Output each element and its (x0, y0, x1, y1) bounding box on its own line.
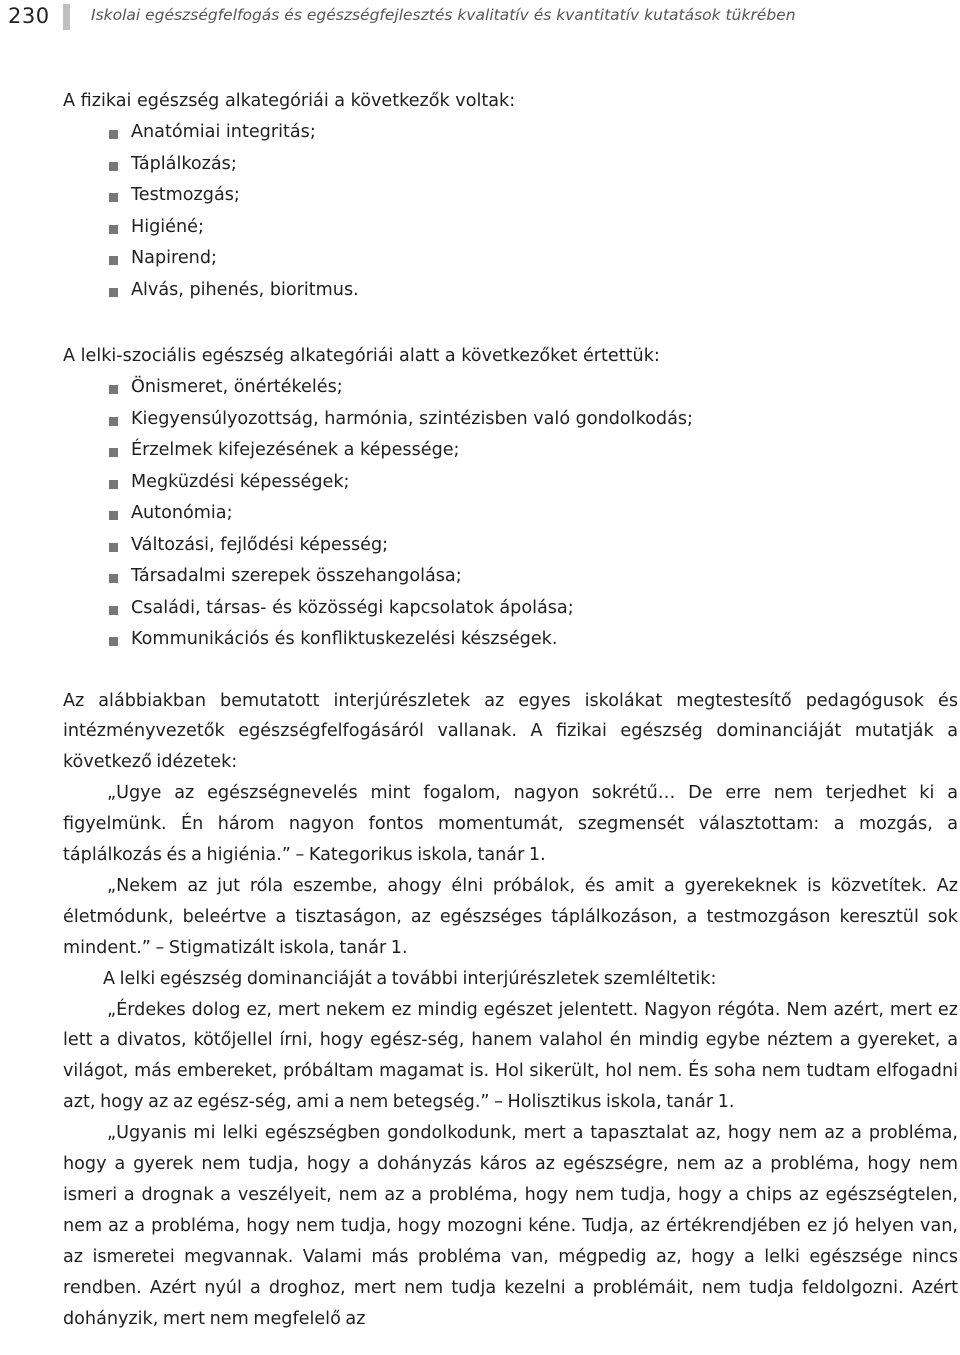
list-item-text: Anatómiai integritás; (131, 122, 316, 142)
paragraph-mental-health: A lelki egészség dominanciáját a további interjúrészletek szemléltetik: (103, 968, 717, 989)
running-title: Iskolai egészségfelfogás és egészségfejlesztés kvalitatív és kvantitatív kutatások tükrében (91, 6, 796, 24)
bullet-square-icon (109, 574, 118, 583)
bullet-square-icon (109, 480, 118, 489)
list-item (63, 593, 958, 625)
bullet-square-icon (109, 288, 118, 297)
list-item-text: Táplálkozás; (131, 153, 237, 174)
list-item (63, 117, 958, 149)
bullet-square-icon (109, 162, 118, 171)
list-item (63, 275, 958, 307)
bullet-square-icon (109, 543, 118, 552)
physical-intro: A fizikai egészség alkategóriái a következők voltak: (63, 91, 516, 111)
list-item-text: Családi, társas- és közösségi kapcsolatok ápolása; (131, 597, 574, 618)
list-item-text: Napirend; (131, 248, 217, 268)
list-item (63, 561, 958, 593)
paragraph-intro-interviews: Az alábbiakban bemutatott interjúrészletek az egyes iskolákat megtestesítő pedagógusok és intézményvezetők egészségfelfogásáról vallanak. A fizikai egészség dominanciáját mutatják a következő idézetek: (63, 690, 958, 773)
list-item-text: Higiéné; (131, 216, 204, 237)
bullet-square-icon (109, 130, 118, 139)
psychosocial-list (63, 372, 958, 656)
list-item-text: Autonómia; (131, 503, 233, 523)
quote-holisztikus: „Érdekes dolog ez, mert nekem ez mindig egészet jelentett. Nagyon régóta. Nem azért, mert ez lett a divatos, kötőjellel írni, hogy egész-ség, hanem valahol én mindig egybe néztem a gyereket, a világot, más embereket, próbáltam magamat is. Hol sikerült, hol nem. És soha nem tudtam elfogadni azt, hogy az az egész-ség, ami a nem betegség.” – Holisztikus iskola, tanár 1. (63, 999, 958, 1113)
page-body (63, 86, 958, 1335)
bullet-square-icon (109, 256, 118, 265)
bullet-square-icon (109, 385, 118, 394)
list-item-text: Alvás, pihenés, bioritmus. (131, 279, 359, 300)
bullet-square-icon (109, 606, 118, 615)
quote-lelki-egeszseg: „Ugyanis mi lelki egészségben gondolkodunk, mert a tapasztalat az, hogy nem az a probléma, hogy a gyerek nem tudja, hogy a dohányzás káros az egészségre, nem az a probléma, hogy nem ismeri a drognak a veszélyeit, nem az a probléma, hogy nem tudja, hogy a chips az egészségtelen, nem az a probléma, hogy nem tudja, hogy mozogni kéne. Tudja, az értékrendjében ez jó helyen van, az ismeretei megvannak. Valami más probléma van, mégpedig az, hogy a lelki egészsége nincs rendben. Azért nyúl a droghoz, mert nem tudja kezelni a problémáit, nem tudja feldolgozni. Azért dohányzik, mert nem megfelelő az (63, 1123, 958, 1329)
list-item (63, 467, 958, 499)
bullet-square-icon (109, 225, 118, 234)
list-item-text: Kommunikációs és konfliktuskezelési készségek. (131, 629, 558, 649)
bullet-square-icon (109, 417, 118, 426)
list-item (63, 149, 958, 181)
list-item (63, 212, 958, 244)
bullet-square-icon (109, 511, 118, 520)
list-item (63, 435, 958, 467)
list-item (63, 180, 958, 212)
list-item-text: Testmozgás; (131, 185, 240, 205)
physical-list (63, 117, 958, 306)
header-divider-bar (63, 4, 70, 30)
list-item-text: Önismeret, önértékelés; (131, 377, 343, 397)
bullet-square-icon (109, 637, 118, 646)
list-item (63, 530, 958, 562)
list-item-text: Érzelmek kifejezésének a képessége; (131, 440, 460, 460)
list-item-text: Kiegyensúlyozottság, harmónia, szintézisben való gondolkodás; (131, 408, 693, 429)
list-item (63, 498, 958, 530)
page-number: 230 (8, 4, 50, 28)
list-item-text: Társadalmi szerepek összehangolása; (131, 566, 462, 586)
bullet-square-icon (109, 193, 118, 202)
bullet-square-icon (109, 448, 118, 457)
quote-stigmatizalt: „Nekem az jut róla eszembe, ahogy élni próbálok, és amit a gyerekeknek is közvetítek. Az életmódunk, beleértve a tisztaságon, az egészséges táplálkozáson, a testmozgáson keresztül sok mindent.” – Stigmatizált iskola, tanár 1. (63, 875, 958, 958)
list-item (63, 243, 958, 275)
list-item (63, 372, 958, 404)
list-item (63, 624, 958, 656)
psychosocial-intro: A lelki-szociális egészség alkategóriái alatt a következőket értettük: (63, 346, 660, 366)
quote-kategorikus: „Ugye az egészségnevelés mint fogalom, nagyon sokrétű… De erre nem terjedhet ki a figyelmünk. Én három nagyon fontos momentumát, szegmensét választottam: a mozgás, a táplálkozás és a higiénia.” – Kategorikus iskola, tanár 1. (63, 783, 958, 866)
list-item-text: Változási, fejlődési képesség; (131, 534, 389, 555)
list-item-text: Megküzdési képességek; (131, 471, 350, 492)
list-item (63, 404, 958, 436)
